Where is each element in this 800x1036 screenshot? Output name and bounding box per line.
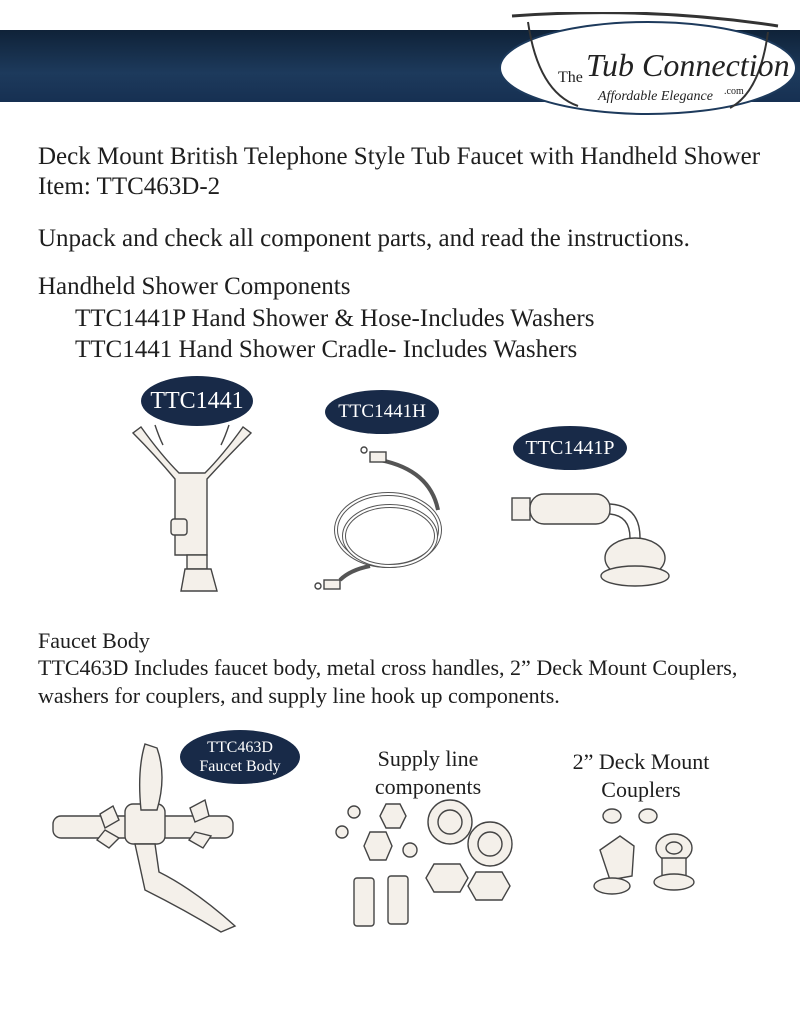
brand-tagline: Affordable Elegance bbox=[598, 89, 713, 104]
faucet-body-line-1: TTC463D Includes faucet body, metal cross handles, 2” Deck Mount Couplers, bbox=[38, 655, 738, 680]
badge-ttc1441p: TTC1441P bbox=[513, 426, 627, 470]
supply-line-caption-2: components bbox=[374, 774, 482, 799]
badge-ttc463d-line-2: Faucet Body bbox=[199, 758, 281, 775]
badge-ttc463d-line-1: TTC463D bbox=[207, 739, 273, 756]
shower-cradle-illustration bbox=[125, 415, 265, 595]
page-title: Deck Mount British Telephone Style Tub Faucet with Handheld Shower bbox=[38, 143, 761, 170]
brand-domain: .com bbox=[724, 86, 744, 97]
faucet-body-illustration bbox=[45, 740, 275, 940]
couplers-caption-1: 2” Deck Mount bbox=[572, 749, 710, 774]
handheld-line-1: TTC1441P Hand Shower & Hose-Includes Washers bbox=[75, 305, 595, 332]
brand-name-main: Tub Connection bbox=[586, 47, 790, 83]
faucet-body-line-2: washers for couplers, and supply line hook up components. bbox=[38, 683, 560, 708]
hand-shower-illustration bbox=[510, 488, 670, 598]
couplers-caption bbox=[566, 748, 716, 804]
badge-ttc1441h: TTC1441H bbox=[325, 390, 439, 434]
instructions-text: Unpack and check all component parts, and read the instructions. bbox=[38, 225, 690, 252]
item-number: Item: TTC463D-2 bbox=[38, 173, 221, 200]
couplers-caption-2: Couplers bbox=[601, 777, 681, 802]
supply-line-caption-1: Supply line bbox=[377, 746, 479, 771]
faucet-body-heading: Faucet Body bbox=[38, 628, 150, 653]
handheld-line-2: TTC1441 Hand Shower Cradle- Includes Washers bbox=[75, 336, 578, 363]
deck-mount-couplers-illustration bbox=[590, 806, 710, 906]
supply-line-caption bbox=[358, 745, 498, 801]
brand-logo bbox=[498, 12, 798, 116]
brand-name-the: The bbox=[558, 69, 583, 86]
shower-hose-illustration bbox=[310, 440, 470, 600]
supply-line-components-illustration bbox=[330, 800, 530, 930]
badge-ttc1441: TTC1441 bbox=[141, 376, 253, 426]
handheld-heading: Handheld Shower Components bbox=[38, 273, 351, 300]
